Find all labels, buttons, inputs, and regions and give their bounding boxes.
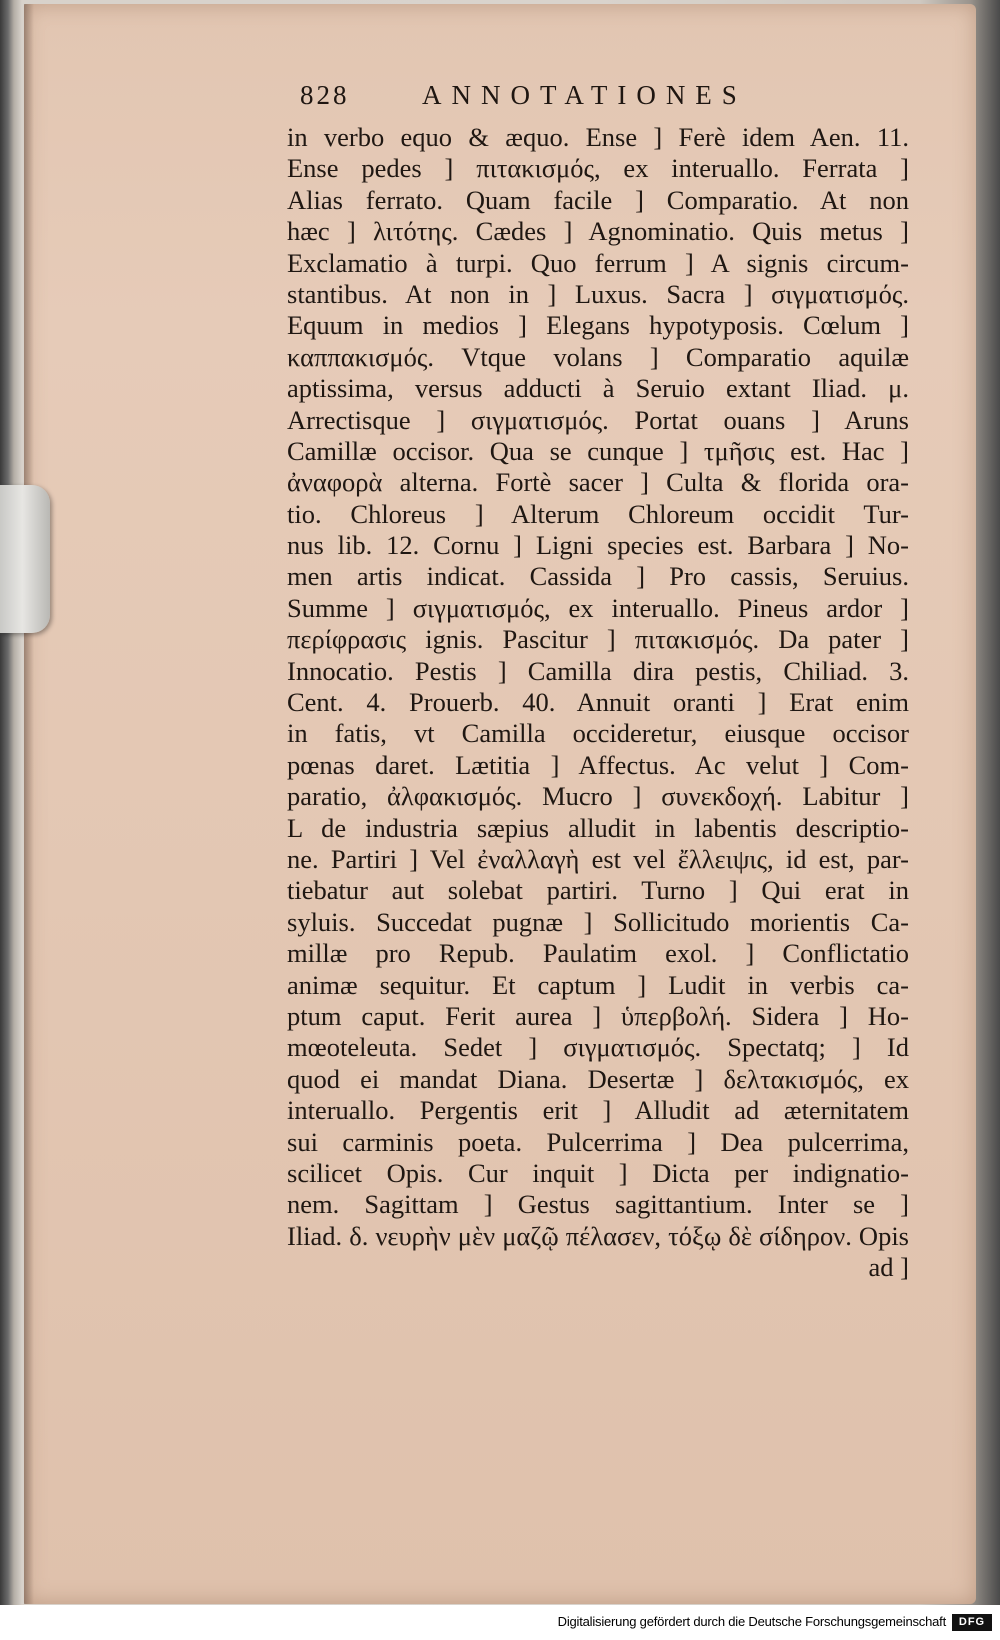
text-line: περίφρασις ignis. Pascitur ] πιτακισμός. Da pater ] bbox=[287, 624, 909, 655]
text-line: ptum caput. Ferit aurea ] ὑπερβολή. Sidera ] Ho- bbox=[287, 1000, 909, 1031]
text-line: in verbo equo & æquo. Ense ] Ferè idem Aen. 11. bbox=[287, 122, 909, 152]
text-line: Camillæ occisor. Qua se cunque ] τμῆσις est. Hac ] bbox=[287, 435, 909, 466]
page-number: 828 bbox=[300, 80, 350, 110]
dfg-logo: DFG bbox=[952, 1614, 992, 1631]
text-line: Innocatio. Pestis ] Camilla dira pestis, Chiliad. 3. bbox=[287, 655, 909, 686]
text-line: Exclamatio à turpi. Quo ferrum ] A signis circum- bbox=[287, 247, 909, 278]
text-line: nus lib. 12. Cornu ] Ligni species est. Barbara ] No- bbox=[287, 530, 909, 561]
text-line: aptissima, versus adducti à Seruio extant Iliad. μ. bbox=[287, 373, 909, 404]
text-line: mœoteleuta. Sedet ] σιγματισμός. Spectatq; ] Id bbox=[287, 1032, 909, 1063]
text-line: Iliad. δ. νευρὴν μὲν μαζῷ πέλασεν, τόξῳ δὲ σίδηρον. Opis bbox=[287, 1220, 909, 1251]
text-line: Cent. 4. Prouerb. 40. Annuit oranti ] Erat enim bbox=[287, 687, 909, 718]
text-line: Summe ] σιγματισμός, ex interuallo. Pineus ardor ] bbox=[287, 592, 909, 623]
text-line: καππακισμός. Vtque volans ] Comparatio aquilæ bbox=[287, 341, 909, 372]
body-text bbox=[287, 122, 909, 1283]
text-line: ne. Partiri ] Vel ἐναλλαγὴ est vel ἔλλειψις, id est, par- bbox=[287, 843, 909, 874]
text-line: ad ] bbox=[868, 1252, 909, 1283]
text-line: paratio, ἀλφακισμός. Mucro ] συνεκδοχή. Labitur ] bbox=[287, 781, 909, 812]
text-line: in fatis, vt Camilla occideretur, eiusque occisor bbox=[287, 718, 909, 749]
text-line: quod ei mandat Diana. Desertæ ] δελτακισμός, ex bbox=[287, 1063, 909, 1094]
running-head bbox=[300, 80, 920, 122]
text-line: millæ pro Repub. Paulatim exol. ] Conflictatio bbox=[287, 938, 909, 969]
text-line: men artis indicat. Cassida ] Pro cassis, Seruius. bbox=[287, 561, 909, 592]
funding-notice: Digitalisierung gefördert durch die Deutsche Forschungsgemeinschaft bbox=[557, 1614, 946, 1629]
text-line: interuallo. Pergentis erit ] Alludit ad æternitatem bbox=[287, 1095, 909, 1126]
text-line: tiebatur aut solebat partiri. Turno ] Qui erat in bbox=[287, 875, 909, 906]
text-line: sui carminis poeta. Pulcerrima ] Dea pulcerrima, bbox=[287, 1126, 909, 1157]
text-line: animæ sequitur. Et captum ] Ludit in verbis ca- bbox=[287, 969, 909, 1000]
text-line: Ense pedes ] πιτακισμός, ex interuallo. Ferrata ] bbox=[287, 153, 909, 184]
footer-bar bbox=[0, 1605, 1000, 1640]
text-line: hæc ] λιτότης. Cædes ] Agnominatio. Quis metus ] bbox=[287, 216, 909, 247]
text-line: nem. Sagittam ] Gestus sagittantium. Inter se ] bbox=[287, 1189, 909, 1220]
text-line: scilicet Opis. Cur inquit ] Dicta per indignatio- bbox=[287, 1157, 909, 1188]
text-line: Equum in medios ] Elegans hypotyposis. Cœlum ] bbox=[287, 310, 909, 341]
text-line: ἀναφορὰ alterna. Fortè sacer ] Culta & florida ora- bbox=[287, 467, 909, 498]
page-clip bbox=[0, 485, 50, 633]
text-line: syluis. Succedat pugnæ ] Sollicitudo morientis Ca- bbox=[287, 906, 909, 937]
running-title: ANNOTATIONES bbox=[422, 80, 747, 110]
text-line: Alias ferrato. Quam facile ] Comparatio. At non bbox=[287, 184, 909, 215]
page-gutter-shadow bbox=[24, 4, 34, 1604]
text-line: Arrectisque ] σιγματισμός. Portat ouans ] Aruns bbox=[287, 404, 909, 435]
text-line: stantibus. At non in ] Luxus. Sacra ] σιγματισμός. bbox=[287, 278, 909, 309]
text-line: pœnas daret. Lætitia ] Affectus. Ac velut ] Com- bbox=[287, 749, 909, 780]
text-line: L de industria sæpius alludit in labentis descriptio- bbox=[287, 812, 909, 843]
text-line: tio. Chloreus ] Alterum Chloreum occidit Tur- bbox=[287, 498, 909, 529]
